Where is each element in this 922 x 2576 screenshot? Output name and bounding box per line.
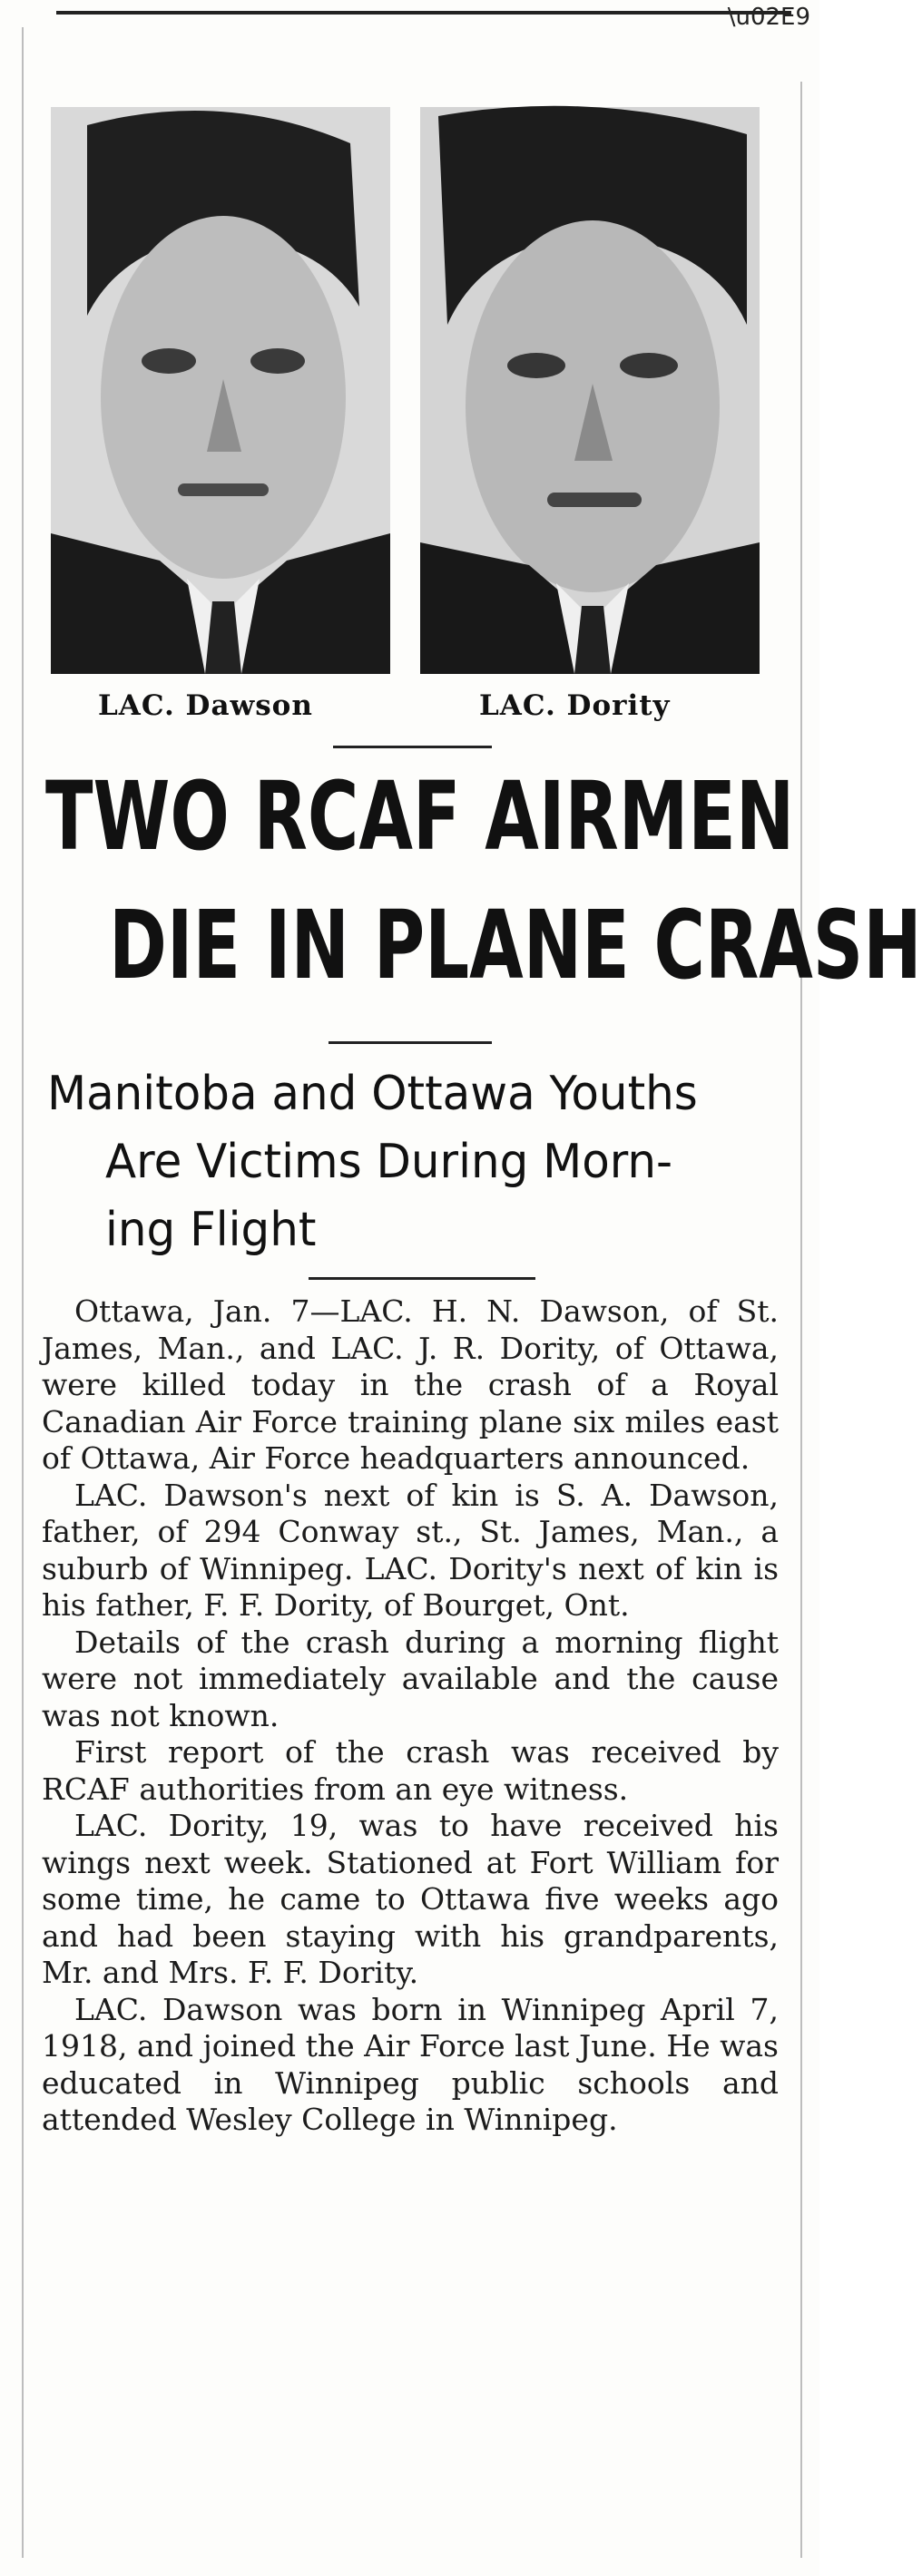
corner-mark: \u02E9: [727, 4, 810, 31]
article-paragraph: Details of the crash during a morning flight were not immediately available and the cause was not known.: [42, 1624, 779, 1733]
headline-line-2: DIE IN PLANE CRASH: [109, 890, 922, 1000]
portrait-photo-dawson: [51, 107, 390, 674]
column-border-left: [22, 27, 24, 2558]
article-paragraph: Ottawa, Jan. 7—LAC. H. N. Dawson, of St. James, Man., and LAC. J. R. Dority, of Ottawa, were killed today in the crash of a Royal Canadian Air Force training plane six miles east of Ottawa, Air Force headquarters announced.: [42, 1293, 779, 1476]
portrait-photo-dority: [420, 107, 760, 674]
divider-rule: [333, 746, 492, 748]
article-paragraph: LAC. Dawson was born in Winnipeg April 7, 1918, and joined the Air Force last June. He was educated in Winnipeg public schools and attended Wesley College in Winnipeg.: [42, 1991, 779, 2137]
article-paragraph: First report of the crash was received by RCAF authorities from an eye witness.: [42, 1734, 779, 1807]
column-border-right: [800, 82, 802, 2558]
top-rule: [56, 11, 791, 15]
article-paragraph: LAC. Dawson's next of kin is S. A. Dawson, father, of 294 Conway st., St. James, Man., a suburb of Winnipeg. LAC. Dority's next of kin is his father, F. F. Dority, of Bourget, Ont.: [42, 1477, 779, 1623]
divider-rule: [329, 1041, 492, 1044]
subheadline-line-1: Manitoba and Ottawa Youths: [47, 1067, 698, 1121]
divider-rule: [309, 1277, 535, 1280]
article-body: [42, 1293, 779, 2139]
photo-caption-dority: LAC. Dority: [479, 689, 671, 722]
subheadline-line-2: Are Victims During Morn-: [105, 1135, 673, 1189]
photo-caption-dawson: LAC. Dawson: [98, 689, 313, 722]
article-paragraph: LAC. Dority, 19, was to have received his wings next week. Stationed at Fort William for some time, he came to Ottawa five weeks ago and had been staying with his grandparents, Mr. and Mrs. F. F. Dority.: [42, 1808, 779, 1990]
subheadline-line-3: ing Flight: [105, 1203, 317, 1257]
headline-line-1: TWO RCAF AIRMEN: [45, 761, 795, 872]
